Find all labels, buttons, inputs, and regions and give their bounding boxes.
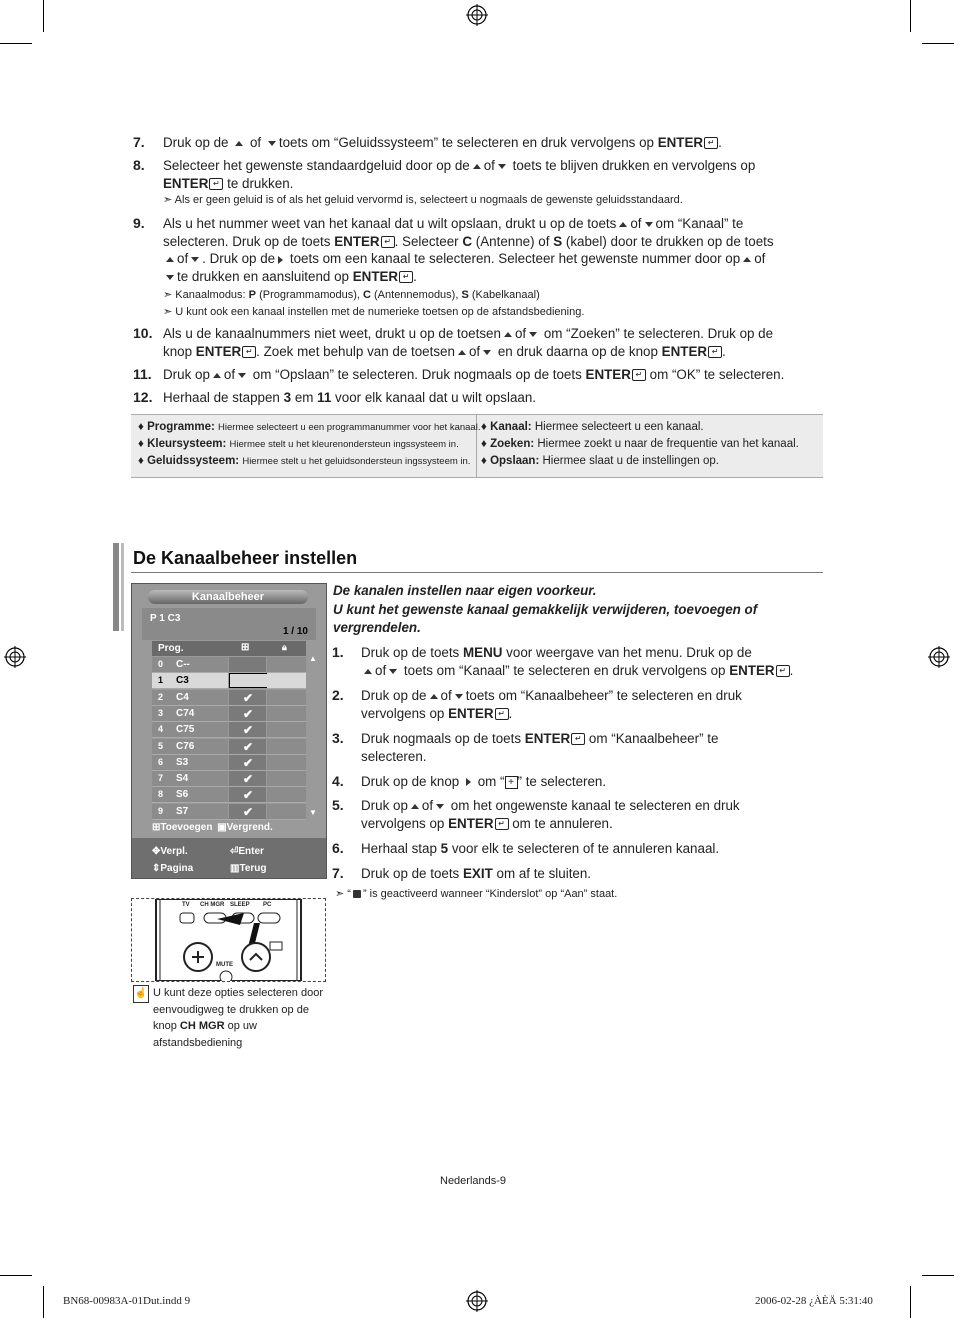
registration-mark-icon xyxy=(466,4,488,26)
lock-cell[interactable] xyxy=(267,690,306,706)
table-row[interactable] xyxy=(152,804,306,819)
up-arrow-icon xyxy=(743,257,751,262)
channel-name: S3 xyxy=(176,756,189,768)
step-number: 12. xyxy=(133,389,153,405)
lock-cell[interactable] xyxy=(267,787,306,803)
table-row[interactable] xyxy=(152,771,306,786)
check-icon: ✔ xyxy=(243,804,254,819)
prog-number: 5 xyxy=(158,740,164,751)
prog-number: 9 xyxy=(158,805,164,816)
step-8-text: Selecteer het gewenste standaardgeluid door op de of toets te blijven drukken en vervolgens op ENTER ↵ te drukken. xyxy=(163,158,756,191)
note-arrow-icon: ➣ xyxy=(335,888,345,900)
crop-mark xyxy=(910,1286,911,1318)
remote-tip: U kunt deze opties selecteren door eenvoudigweg te drukken op de knop CH MGR op uw afstandsbediening xyxy=(153,987,323,1049)
prog-number: 6 xyxy=(158,756,164,767)
up-arrow-icon xyxy=(458,350,466,355)
prog-number: 3 xyxy=(158,707,164,718)
print-timestamp: 2006-02-28 ¿ÀÈÄ 5:31:40 xyxy=(755,1295,873,1307)
nav-enter: ⏎Enter xyxy=(230,846,264,857)
remote-illustration: TV CH MGR SLEEP PC MUTE xyxy=(131,898,326,982)
add-cell[interactable] xyxy=(229,771,266,787)
channel-name: C75 xyxy=(176,724,195,736)
channel-cell xyxy=(152,804,228,820)
enter-icon: ↵ xyxy=(209,178,223,190)
step-number: 7. xyxy=(332,865,344,881)
enter-icon: ↵ xyxy=(495,818,509,830)
page-icon: ⇕ xyxy=(152,863,161,874)
enter-icon: ↵ xyxy=(399,271,413,283)
add-cell[interactable] xyxy=(229,690,266,706)
step-number: 4. xyxy=(332,773,344,789)
step-9-text: Als u het nummer weet van het kanaal dat u wilt opslaan, drukt u op de toets of om “Kanaal” te selecteren. Druk op de toets ENTER ↵ . Selecteer C (Antenne) of S (kabel) door te drukken op de toets of . Druk op de toets om een kanaal te selecteren. Selecteer het gewenste nummer door op of te drukken en aansluitend op ENTER ↵ . xyxy=(163,216,774,284)
definitions-table xyxy=(131,414,823,478)
crop-mark xyxy=(43,1286,44,1318)
current-channel: P 1 C3 xyxy=(150,613,181,624)
section-step-6: Herhaal stap 5 voor elk te selecteren of te annuleren kanaal. xyxy=(361,841,720,856)
section-step-2: Druk op de of toets om “Kanaalbeheer” te selecteren en druk vervolgens op ENTER ↵ . xyxy=(361,688,742,721)
nav-page: ⇕Pagina xyxy=(152,863,194,874)
step-number: 3. xyxy=(332,730,344,746)
lock-cell[interactable] xyxy=(267,673,306,689)
step-number: 7. xyxy=(133,134,145,150)
up-arrow-icon xyxy=(504,332,512,337)
scroll-down-icon[interactable]: ▼ xyxy=(309,808,317,817)
remote-control-icon xyxy=(132,899,325,981)
add-icon: + xyxy=(505,776,518,789)
section-step-1: Druk op de toets MENU voor weergave van het menu. Druk op de of toets om “Kanaal” te selecteren en druk vervolgens op ENTER ↵ . xyxy=(361,645,794,678)
lock-cell[interactable] xyxy=(267,722,306,738)
crop-mark xyxy=(922,43,954,44)
table-row[interactable] xyxy=(152,722,306,737)
down-arrow-icon xyxy=(191,257,199,262)
crop-mark xyxy=(43,0,44,32)
table-row[interactable] xyxy=(152,787,306,802)
check-icon: ✔ xyxy=(243,723,254,738)
add-cell[interactable] xyxy=(229,706,266,722)
note: ➣ Kanaalmodus: P (Programmamodus), C (Antennemodus), S (Kabelkanaal) xyxy=(163,289,540,301)
enter-icon: ↵ xyxy=(571,733,585,745)
lock-cell[interactable] xyxy=(267,755,306,771)
prog-number: 8 xyxy=(158,789,164,800)
section-step-3: Druk nogmaals op de toets ENTER ↵ om “Kanaalbeheer” te selecteren. xyxy=(361,731,719,764)
down-arrow-icon xyxy=(238,373,246,378)
up-arrow-icon xyxy=(166,257,174,262)
up-arrow-icon xyxy=(235,141,243,146)
enter-icon: ⏎ xyxy=(230,846,239,857)
channel-cell xyxy=(152,739,228,755)
up-arrow-icon xyxy=(473,164,481,169)
right-arrow-icon xyxy=(278,256,283,264)
section-bar xyxy=(121,543,124,631)
channel-name: S4 xyxy=(176,773,189,785)
scroll-up-icon[interactable]: ▲ xyxy=(309,654,317,663)
menu-navigation xyxy=(132,838,326,878)
table-row[interactable] xyxy=(152,673,306,688)
down-arrow-icon xyxy=(389,669,397,674)
section-bar xyxy=(113,543,119,631)
channel-cell xyxy=(152,706,228,722)
add-cell[interactable] xyxy=(229,722,266,738)
section-intro: De kanalen instellen naar eigen voorkeur. U kunt het gewenste kanaal gemakkelijk verwijderen, toevoegen of vergrendelen. xyxy=(333,583,758,635)
section-step-5: Druk op of om het ongewenste kanaal te selecteren en druk vervolgens op ENTER ↵ om te annuleren. xyxy=(361,798,740,831)
up-arrow-icon xyxy=(411,804,419,809)
table-row[interactable] xyxy=(152,706,306,721)
step-number: 9. xyxy=(133,215,145,231)
registration-mark-icon xyxy=(928,646,950,668)
channel-cell xyxy=(152,657,228,673)
down-arrow-icon xyxy=(436,804,444,809)
channel-cell xyxy=(152,722,228,738)
check-icon: ✔ xyxy=(243,739,254,754)
back-icon: ▥ xyxy=(230,863,240,874)
definition-item: ♦ Kanaal: Hiermee selecteert u een kanaal. xyxy=(481,421,704,433)
lock-cell[interactable] xyxy=(267,771,306,787)
add-icon: ⊞ xyxy=(241,642,250,653)
channel-cell xyxy=(152,787,228,803)
step-number: 6. xyxy=(332,840,344,856)
nav-back: ▥Terug xyxy=(230,863,267,874)
nav-move: ✥Verpl. xyxy=(152,846,188,857)
channel-cell xyxy=(152,755,228,771)
check-icon: ✔ xyxy=(243,788,254,803)
menu-title: Kanaalbeheer xyxy=(148,590,308,604)
add-cell[interactable] xyxy=(229,739,266,755)
down-arrow-icon xyxy=(166,275,174,280)
channel-name: C76 xyxy=(176,740,195,752)
prog-number: 7 xyxy=(158,773,164,784)
add-cell[interactable] xyxy=(229,657,266,673)
enter-icon: ↵ xyxy=(495,708,509,720)
note-arrow-icon: ➣ xyxy=(163,306,173,318)
channel-name: S7 xyxy=(176,805,189,817)
down-arrow-icon xyxy=(268,141,276,146)
definition-item: ♦ Geluidssysteem: Hiermee stelt u het geluidsondersteun ingssysteem in. xyxy=(138,455,471,467)
file-name: BN68-00983A-01Dut.indd 9 xyxy=(63,1295,191,1307)
lock-cell[interactable] xyxy=(267,657,306,673)
down-arrow-icon xyxy=(483,350,491,355)
lock-cell[interactable] xyxy=(267,804,306,820)
enter-icon: ↵ xyxy=(381,236,395,248)
up-arrow-icon xyxy=(213,373,221,378)
lock-cell[interactable] xyxy=(267,739,306,755)
lock-icon: 🔒︎ xyxy=(282,642,287,652)
up-arrow-icon xyxy=(430,694,438,699)
hand-icon: ☝ xyxy=(133,985,149,1003)
add-cell[interactable] xyxy=(229,804,266,820)
step-7-text: Druk op de of toets om “Geluidssysteem” te selecteren en druk vervolgens op ENTER ↵ . xyxy=(163,135,722,150)
page-number: Nederlands-9 xyxy=(440,1175,507,1187)
channel-cell xyxy=(152,771,228,787)
crop-mark xyxy=(0,43,32,44)
enter-icon: ↵ xyxy=(704,137,718,149)
step-10-text: Als u de kanaalnummers niet weet, drukt u op de toetsen of om “Zoeken” te selecteren. Druk op de knop ENTER ↵ . Zoek met behulp van de toetsen of en druk daarna op de knop ENTER ↵ . xyxy=(163,326,774,359)
up-arrow-icon xyxy=(364,669,372,674)
page-indicator: 1 / 10 xyxy=(282,626,308,637)
definition-item: ♦ Opslaan: Hiermee slaat u de instellingen op. xyxy=(481,455,719,467)
step-number: 2. xyxy=(332,687,344,703)
note-arrow-icon: ➣ xyxy=(163,194,173,206)
note-arrow-icon: ➣ xyxy=(163,289,173,301)
channel-name: C4 xyxy=(176,691,189,703)
channel-cell xyxy=(152,673,228,689)
check-icon: ✔ xyxy=(243,772,254,787)
note: ➣ Als er geen geluid is of als het geluid vervormd is, selecteert u nogmaals de gewenste geluidsstandaard. xyxy=(163,194,683,206)
add-cell[interactable] xyxy=(229,787,266,803)
menu-info xyxy=(142,608,316,640)
check-icon: ✔ xyxy=(243,755,254,770)
down-arrow-icon xyxy=(455,694,463,699)
table-row[interactable] xyxy=(152,739,306,754)
add-cell[interactable] xyxy=(229,673,268,688)
section-step-7: Druk op de toets EXIT om af te sluiten. xyxy=(361,866,592,881)
table-row[interactable] xyxy=(152,657,306,672)
definitions-right xyxy=(481,419,799,470)
add-icon: ⊞ xyxy=(152,822,161,833)
prog-number: 2 xyxy=(158,691,164,702)
step-number: 8. xyxy=(133,157,145,173)
note: ➣ “ ” is geactiveerd wanneer “Kinderslot” op “Aan” staat. xyxy=(335,888,618,900)
enter-icon: ↵ xyxy=(708,346,722,358)
lock-icon: ▣ xyxy=(217,822,227,833)
step-12-text: Herhaal de stappen 3 em 11 voor elk kanaal dat u wilt opslaan. xyxy=(163,390,537,405)
registration-mark-icon xyxy=(466,1290,488,1312)
channel-name: C74 xyxy=(176,707,195,719)
channel-name: S6 xyxy=(176,789,189,801)
prog-number: 0 xyxy=(158,659,164,669)
crop-mark xyxy=(0,1275,32,1276)
list-header: Prog. ⊞ 🔒︎ xyxy=(152,641,306,656)
section-title: De Kanaalbeheer instellen xyxy=(133,548,358,568)
definition-item: ♦ Zoeken: Hiermee zoekt u naar de frequentie van het kanaal. xyxy=(481,438,799,450)
lock-icon xyxy=(353,890,361,898)
definitions-left xyxy=(138,419,480,470)
right-arrow-icon xyxy=(466,778,471,786)
down-arrow-icon xyxy=(529,332,537,337)
channel-manager-menu xyxy=(131,583,327,879)
up-arrow-icon xyxy=(619,222,627,227)
enter-icon: ↵ xyxy=(632,369,646,381)
prog-number: 4 xyxy=(158,724,164,735)
step-number: 10. xyxy=(133,325,153,341)
step-number: 11. xyxy=(133,366,152,382)
move-icon: ✥ xyxy=(152,846,161,857)
check-icon: ✔ xyxy=(243,706,254,721)
crop-mark xyxy=(910,0,911,32)
enter-icon: ↵ xyxy=(242,346,256,358)
section-divider xyxy=(131,572,823,573)
down-arrow-icon xyxy=(645,222,653,227)
channel-name: C3 xyxy=(176,675,189,687)
step-number: 5. xyxy=(332,797,344,813)
section-step-4: Druk op de knop om “ + ” te selecteren. xyxy=(361,774,607,789)
step-11-text: Druk op of om “Opslaan” te selecteren. Druk nogmaals op de toets ENTER ↵ om “OK” te selecteren. xyxy=(163,367,785,382)
table-row[interactable] xyxy=(152,755,306,770)
enter-icon: ↵ xyxy=(776,665,790,677)
channel-name: C-- xyxy=(176,659,190,670)
menu-legend: ⊞Toevoegen ▣Vergrend. xyxy=(152,822,273,833)
prog-number: 1 xyxy=(158,675,164,686)
note: ➣ U kunt ook een kanaal instellen met de numerieke toetsen op de afstandsbediening. xyxy=(163,306,585,318)
definition-item: ♦ Kleursysteem: Hiermee stelt u het kleurenondersteun ingssysteem in. xyxy=(138,438,459,450)
step-number: 1. xyxy=(332,644,344,660)
definition-item: ♦ Programme: Hiermee selecteert u een programmanummer voor het kanaal. xyxy=(138,421,481,433)
registration-mark-icon xyxy=(4,646,26,668)
crop-mark xyxy=(922,1275,954,1276)
down-arrow-icon xyxy=(498,164,506,169)
lock-cell[interactable] xyxy=(267,706,306,722)
channel-cell xyxy=(152,690,228,706)
check-icon: ✔ xyxy=(243,690,254,705)
add-cell[interactable] xyxy=(229,755,266,771)
table-row[interactable] xyxy=(152,690,306,705)
